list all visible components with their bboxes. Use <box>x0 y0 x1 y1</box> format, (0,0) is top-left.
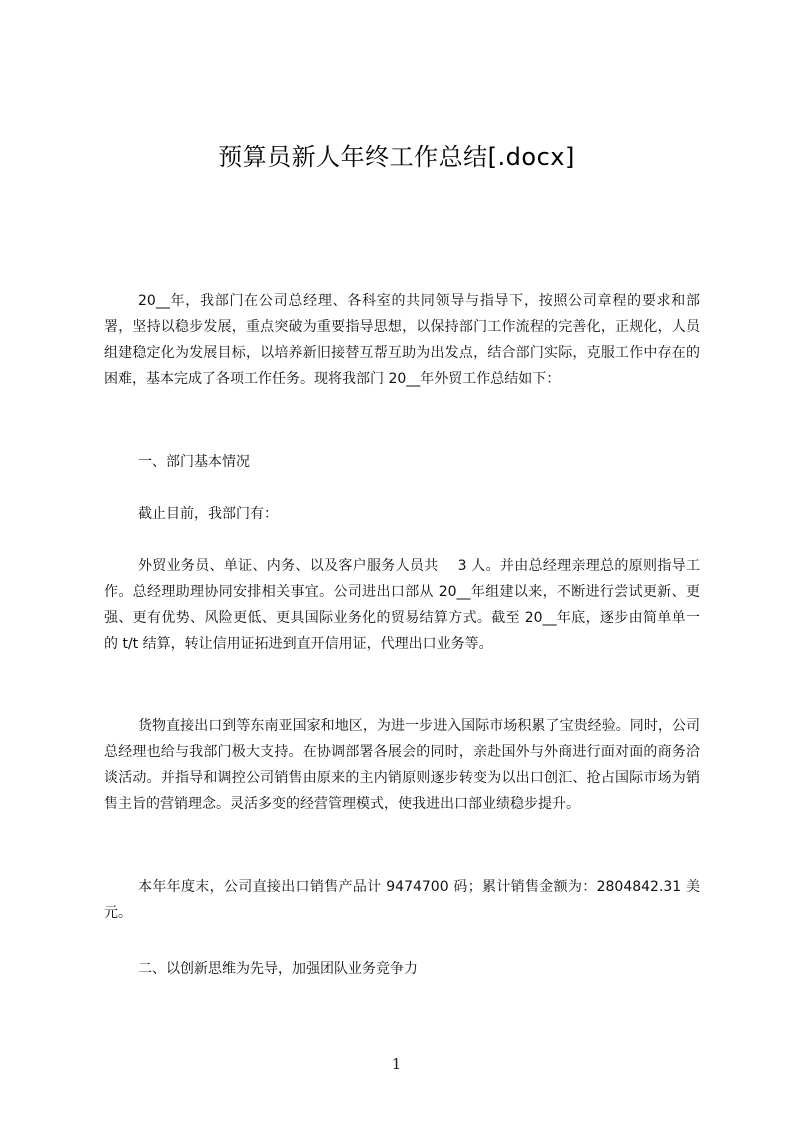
section-heading-2: 二、以创新思维为先导，加强团队业务竞争力 <box>138 961 418 977</box>
staff-paragraph: 外贸业务员、单证、内务、以及客户服务人员共 3 人。并由总经理亲理总的原则指导工作。总经理助理协同安排相关事宜。公司进出口部从 20__年组建以来，不断进行尝试更新、更强、更有优势、风险更低、更具国际业务化的贸易结算方式。截至 20__年底，逐步由简单单一的 t/t 结算，转让信用证拓进到直开信用证，代理出口业务等。 <box>104 558 700 652</box>
sales-paragraph: 本年年度末，公司直接出口销售产品计 9474700 码；累计销售金额为：2804842.31 美元。 <box>104 879 700 921</box>
export-paragraph: 货物直接出口到等东南亚国家和地区，为进一步进入国际市场积累了宝贵经验。同时，公司总经理也给与我部门极大支持。在协调部署各展会的同时，亲赴国外与外商进行面对面的商务洽谈活动。并指导和调控公司销售由原来的主内销原则逐步转变为以出口创汇、抢占国际市场为销售主旨的营销理念。灵活多变的经营管理模式，使我进出口部业绩稳步提升。 <box>104 718 700 812</box>
section-heading-1: 一、部门基本情况 <box>138 454 250 470</box>
intro-paragraph: 20__年，我部门在公司总经理、各科室的共同领导与指导下，按照公司章程的要求和部署，坚持以稳步发展，重点突破为重要指导思想，以保持部门工作流程的完善化，正规化，人员组建稳定化为发展目标，以培养新旧接替互帮互助为出发点，结合部门实际，克服工作中存在的困难，基本完成了各项工作任务。现将我部门 20__年外贸工作总结如下： <box>104 293 700 387</box>
page-number: 1 <box>391 1055 402 1073</box>
document-title: 预算员新人年终工作总结[.docx] <box>218 143 575 171</box>
status-paragraph: 截止目前，我部门有： <box>138 506 278 522</box>
